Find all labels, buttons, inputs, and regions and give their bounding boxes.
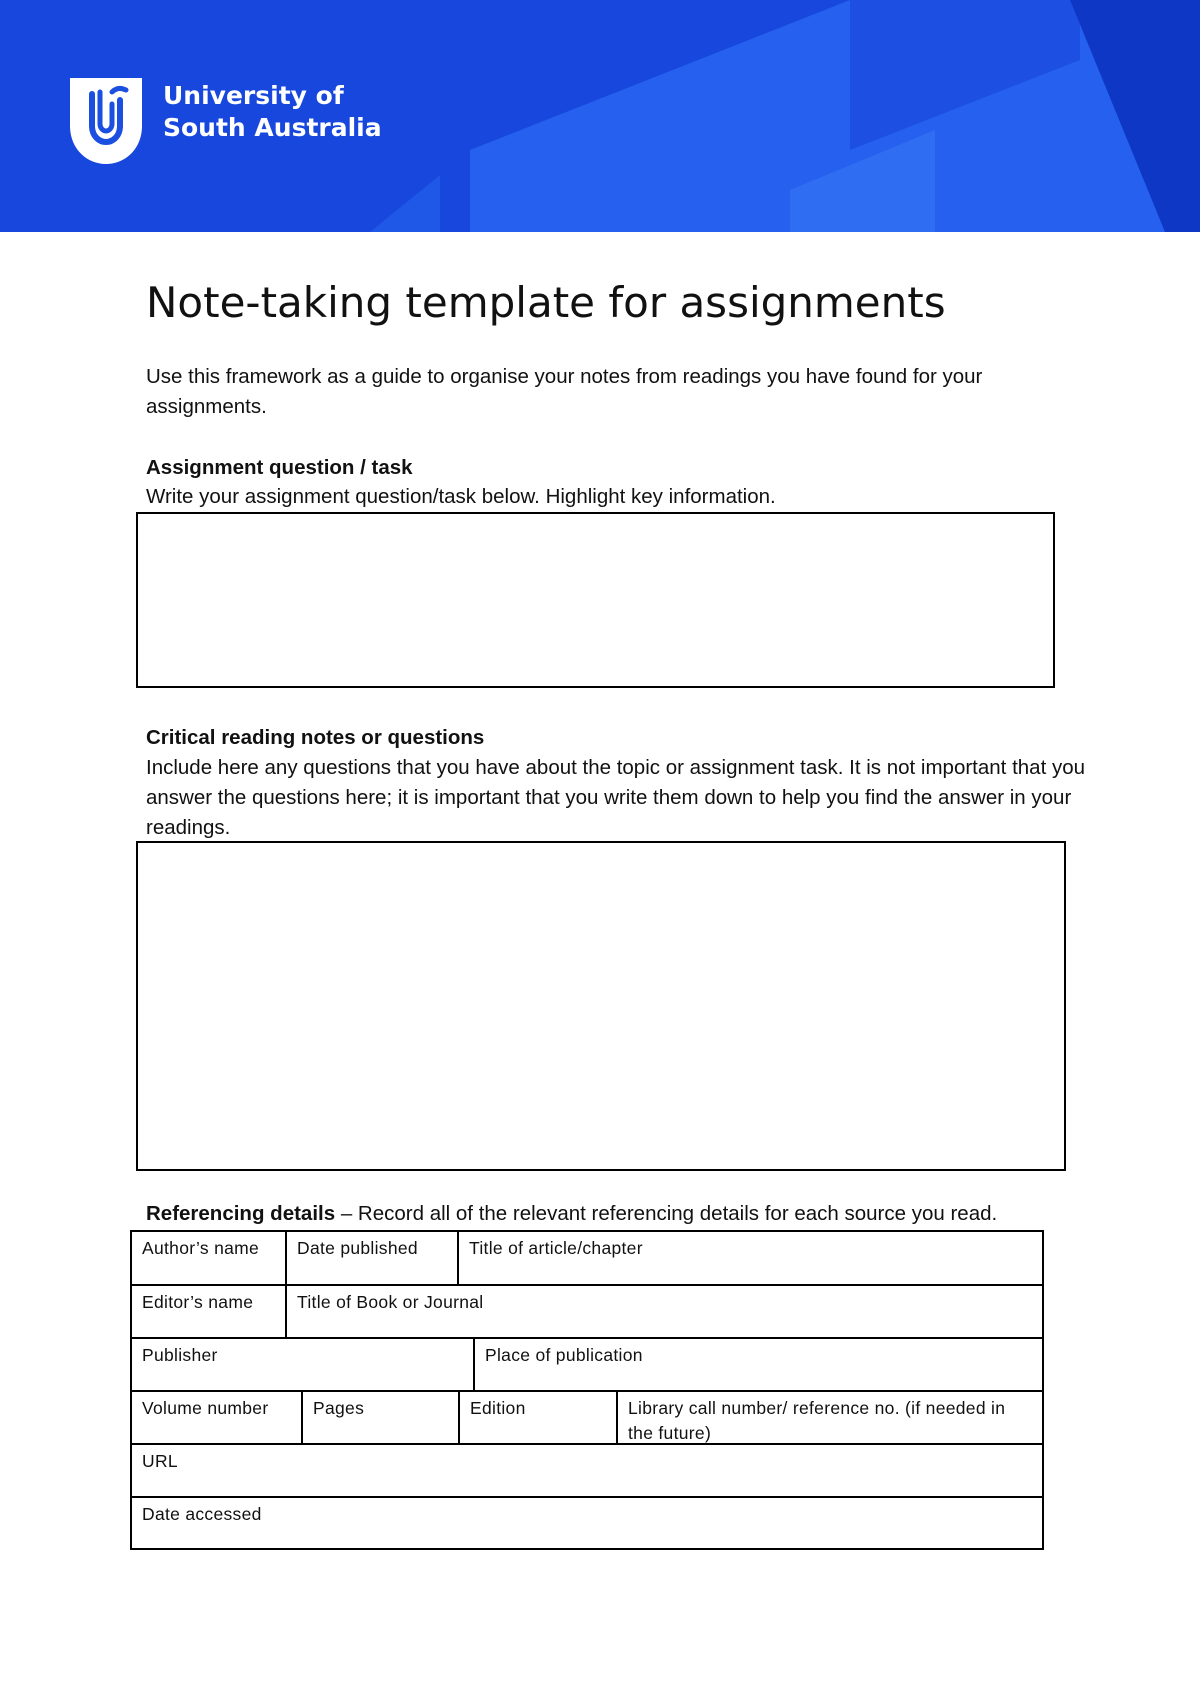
header-banner: [0, 0, 1200, 232]
edition-label: Edition: [470, 1398, 526, 1418]
university-name-line1: University of: [163, 81, 344, 110]
publisher-cell[interactable]: [132, 1339, 473, 1390]
assignment-task-instruction: Write your assignment question/task below. Highlight key information.: [146, 485, 776, 508]
table-row: [130, 1498, 1044, 1550]
edition-cell[interactable]: [458, 1392, 616, 1443]
date-published-cell[interactable]: [285, 1232, 457, 1284]
library-call-number-label: Library call number/ reference no. (if needed in the future): [628, 1398, 1006, 1443]
university-name: [163, 80, 382, 144]
title-article-label: Title of article/chapter: [469, 1238, 643, 1258]
critical-reading-heading: Critical reading notes or questions: [146, 726, 485, 749]
assignment-task-heading: Assignment question / task: [146, 456, 413, 479]
pages-label: Pages: [313, 1398, 365, 1418]
date-published-label: Date published: [297, 1238, 418, 1258]
url-label: URL: [142, 1451, 178, 1471]
editor-name-label: Editor’s name: [142, 1292, 254, 1312]
date-accessed-cell[interactable]: [132, 1498, 1042, 1548]
referencing-instruction: – Record all of the relevant referencing details for each source you read.: [335, 1202, 998, 1225]
author-name-cell[interactable]: [132, 1232, 285, 1284]
referencing-heading-line: [146, 1200, 997, 1228]
critical-reading-section: [146, 723, 1106, 843]
author-name-label: Author’s name: [142, 1238, 260, 1258]
place-of-publication-label: Place of publication: [485, 1345, 643, 1365]
assignment-task-box[interactable]: [136, 512, 1055, 688]
referencing-heading: Referencing details: [146, 1202, 336, 1225]
table-row: [130, 1445, 1044, 1498]
editor-name-cell[interactable]: [132, 1286, 285, 1337]
university-name-line2: South Australia: [163, 113, 382, 142]
critical-reading-box[interactable]: [136, 841, 1066, 1171]
publisher-label: Publisher: [142, 1345, 218, 1365]
volume-number-label: Volume number: [142, 1398, 269, 1418]
document-title: Note-taking template for assignments: [146, 278, 946, 327]
table-row: [130, 1286, 1044, 1339]
pages-cell[interactable]: [301, 1392, 458, 1443]
url-cell[interactable]: [132, 1445, 1042, 1496]
title-book-cell[interactable]: [285, 1286, 1042, 1337]
unisa-shield-logo: [70, 78, 142, 164]
intro-text: Use this framework as a guide to organise your notes from readings you have found for your assignments.: [146, 365, 983, 418]
critical-reading-instruction: Include here any questions that you have about the topic or assignment task. It is not important that you answer the questions here; it is important that you write them down to help you find the answer in your readings.: [146, 756, 1086, 839]
title-book-label: Title of Book or Journal: [297, 1292, 484, 1312]
place-of-publication-cell[interactable]: [473, 1339, 1042, 1390]
volume-number-cell[interactable]: [132, 1392, 301, 1443]
assignment-task-section: [146, 453, 1086, 511]
table-row: [130, 1339, 1044, 1392]
library-call-number-cell[interactable]: [616, 1392, 1042, 1443]
referencing-table: [130, 1230, 1044, 1550]
date-accessed-label: Date accessed: [142, 1504, 262, 1524]
title-article-cell[interactable]: [457, 1232, 1042, 1284]
table-row: [130, 1392, 1044, 1445]
table-row: [130, 1230, 1044, 1286]
